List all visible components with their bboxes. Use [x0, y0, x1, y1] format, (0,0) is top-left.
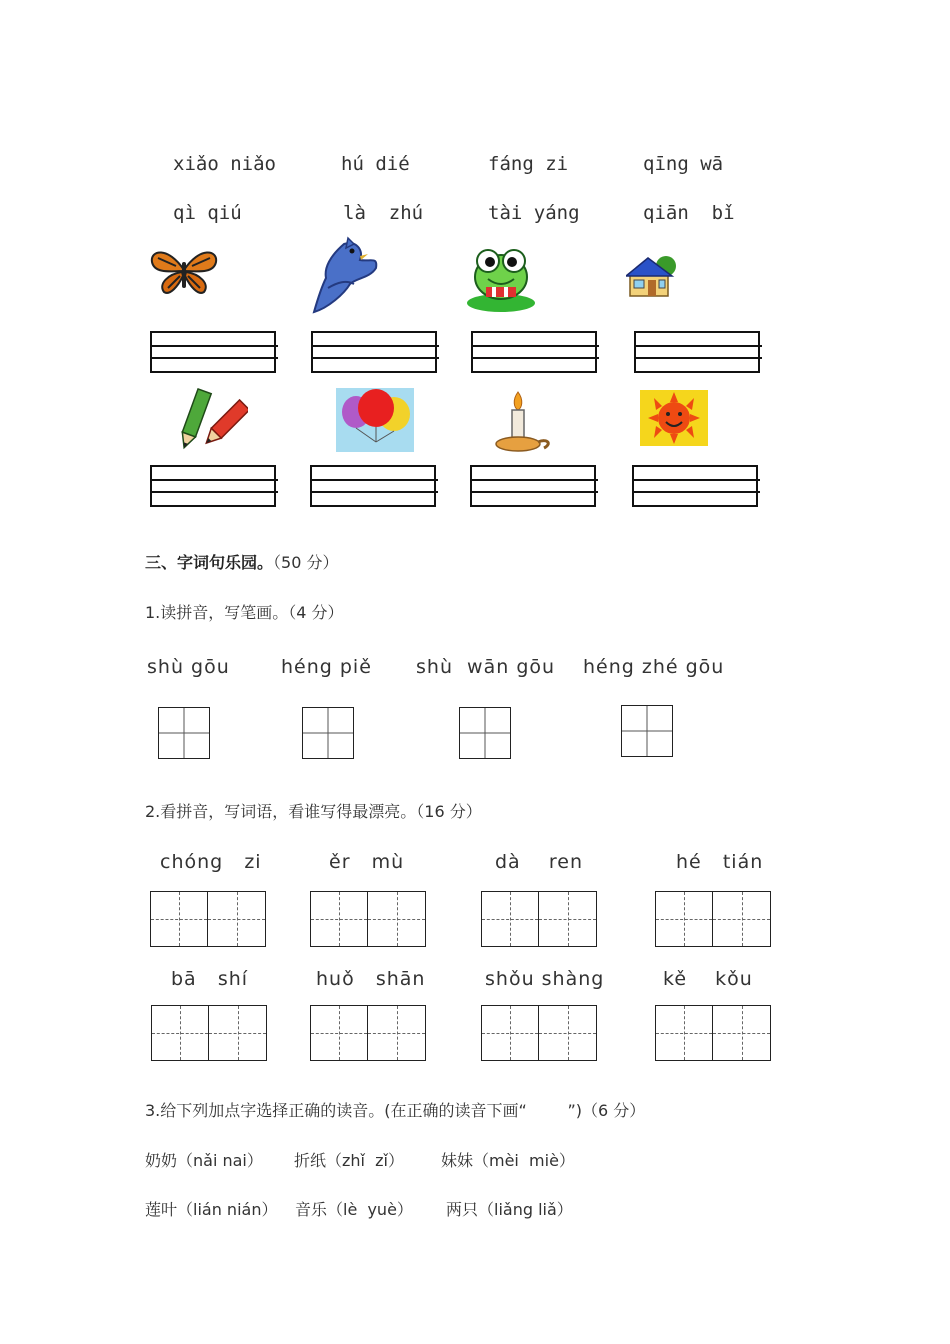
q1-pinyin-3: shù wān gōu	[416, 656, 556, 678]
pencils-icon	[174, 388, 248, 454]
q2-grid-2[interactable]	[310, 891, 426, 947]
q1-grid-box-1[interactable]	[158, 707, 210, 759]
pinyin-qi-qiu: qì qiú	[173, 202, 242, 224]
q2-grid-3[interactable]	[481, 891, 597, 947]
writing-lines-7[interactable]	[470, 465, 596, 507]
q1-pinyin-1: shù gōu	[147, 656, 230, 678]
frog-icon	[464, 241, 538, 313]
q3-item-yinyue[interactable]: 音乐（lè yuè）	[295, 1200, 413, 1219]
writing-lines-2[interactable]	[311, 331, 437, 373]
pinyin-hu-die: hú dié	[341, 153, 410, 175]
q2-pinyin-chong-zi: chóng zi	[160, 851, 262, 873]
house-icon	[626, 252, 678, 300]
balloons-icon	[336, 388, 414, 452]
q2-grid-8[interactable]	[655, 1005, 771, 1061]
writing-lines-3[interactable]	[471, 331, 597, 373]
writing-lines-5[interactable]	[150, 465, 276, 507]
q1-grid-box-4[interactable]	[621, 705, 673, 757]
writing-lines-4[interactable]	[634, 331, 760, 373]
q2-grid-1[interactable]	[150, 891, 266, 947]
q1-grid-box-3[interactable]	[459, 707, 511, 759]
q3-item-zhezhi[interactable]: 折纸（zhǐ zǐ）	[294, 1151, 405, 1170]
q2-grid-5[interactable]	[151, 1005, 267, 1061]
writing-lines-1[interactable]	[150, 331, 276, 373]
bird-icon	[304, 234, 380, 314]
q2-grid-6[interactable]	[310, 1005, 426, 1061]
q1-label: 1.读拼音，写笔画。（4 分）	[145, 603, 344, 622]
q1-pinyin-2: héng piě	[281, 656, 372, 678]
q1-pinyin-4: héng zhé gōu	[583, 656, 725, 678]
q2-pinyin-da-ren: dà ren	[495, 851, 583, 873]
section-three-title: 三、字词句乐园。	[145, 553, 274, 572]
candle-icon	[494, 388, 556, 456]
q2-grid-4[interactable]	[655, 891, 771, 947]
q2-pinyin-er-mu: ěr mù	[329, 851, 405, 873]
q2-pinyin-huo-shan: huǒ shān	[316, 968, 426, 990]
writing-lines-8[interactable]	[632, 465, 758, 507]
sun-icon	[640, 390, 708, 446]
pinyin-tai-yang: tài yáng	[488, 202, 580, 224]
q1-grid-box-2[interactable]	[302, 707, 354, 759]
q3-item-nainai[interactable]: 奶奶（nǎi nai）	[145, 1151, 263, 1170]
q3-item-meimei[interactable]: 妹妹（mèi miè）	[441, 1151, 575, 1170]
pinyin-la-zhu: là zhú	[343, 202, 424, 224]
q3-item-lianye[interactable]: 莲叶（lián nián）	[145, 1200, 278, 1219]
q2-pinyin-ke-kou: kě kǒu	[663, 968, 753, 990]
pinyin-fang-zi: fáng zi	[488, 153, 569, 175]
q2-label: 2.看拼音，写词语，看谁写得最漂亮。（16 分）	[145, 802, 482, 821]
pinyin-xiao-niao: xiǎo niǎo	[173, 153, 276, 175]
pinyin-qing-wa: qīng wā	[643, 153, 724, 175]
q2-pinyin-he-tian: hé tián	[676, 851, 764, 873]
butterfly-icon	[148, 244, 220, 296]
q3-item-liangzhi[interactable]: 两只（liǎng liǎ）	[446, 1200, 573, 1219]
q2-pinyin-shou-shang: shǒu shàng	[485, 968, 605, 990]
q2-grid-7[interactable]	[481, 1005, 597, 1061]
q2-pinyin-ba-shi: bā shí	[171, 968, 249, 990]
pinyin-qian-bi: qiān bǐ	[643, 202, 735, 224]
section-three-heading	[145, 550, 338, 573]
q3-label: 3.给下列加点字选择正确的读音。(在正确的读音下画“ ”)（6 分）	[145, 1101, 646, 1120]
section-three-score: （50 分）	[273, 553, 339, 572]
writing-lines-6[interactable]	[310, 465, 436, 507]
